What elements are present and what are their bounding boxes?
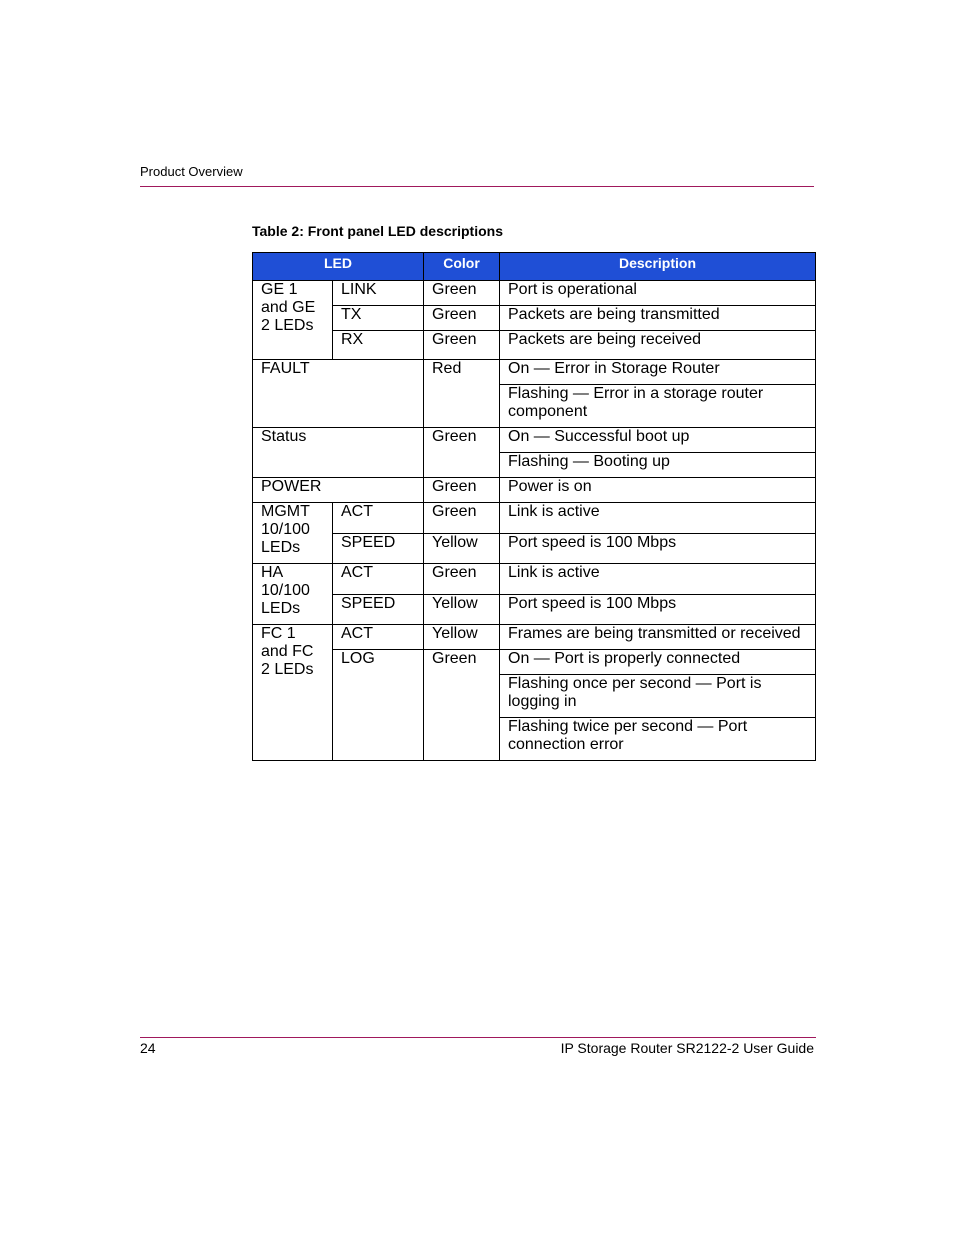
led-color: Green [424, 428, 500, 478]
table-row [253, 331, 816, 360]
led-name: ACT [333, 503, 424, 534]
group-ge: GE 1 and GE 2 LEDs [253, 281, 333, 360]
table-row [253, 533, 816, 564]
led-color: Green [424, 650, 500, 761]
led-name: ACT [333, 625, 424, 650]
table-row [253, 625, 816, 650]
led-name: SPEED [333, 533, 424, 564]
led-description-table [252, 252, 816, 761]
group-ha: HA 10/100 LEDs [253, 564, 333, 625]
header-color: Color [424, 253, 500, 281]
led-name: FAULT [253, 360, 424, 428]
led-description: Port speed is 100 Mbps [500, 533, 816, 564]
led-description: Flashing — Booting up [500, 453, 816, 478]
led-name: ACT [333, 564, 424, 595]
page-number: 24 [140, 1040, 156, 1056]
led-description: Link is active [500, 564, 816, 595]
table-row [253, 281, 816, 306]
led-name: LINK [333, 281, 424, 306]
led-description: Link is active [500, 503, 816, 534]
header-rule [140, 186, 814, 187]
led-name: LOG [333, 650, 424, 761]
table-row [253, 503, 816, 534]
led-name: Status [253, 428, 424, 478]
led-description: Power is on [500, 478, 816, 503]
led-color: Green [424, 503, 500, 534]
table-row [253, 650, 816, 675]
led-description: On — Port is properly connected [500, 650, 816, 675]
led-color: Green [424, 306, 500, 331]
table-row [253, 306, 816, 331]
footer-rule [140, 1037, 816, 1038]
led-color: Yellow [424, 533, 500, 564]
led-color: Yellow [424, 625, 500, 650]
led-description: Frames are being transmitted or received [500, 625, 816, 650]
table-row [253, 564, 816, 595]
led-description: Port speed is 100 Mbps [500, 594, 816, 625]
header-description: Description [500, 253, 816, 281]
led-name: RX [333, 331, 424, 360]
table-row [253, 594, 816, 625]
led-color: Green [424, 478, 500, 503]
header-led: LED [253, 253, 424, 281]
led-description: On — Successful boot up [500, 428, 816, 453]
led-name: POWER [253, 478, 424, 503]
group-mgmt: MGMT 10/100 LEDs [253, 503, 333, 564]
led-description: Packets are being received [500, 331, 816, 360]
led-description: Flashing — Error in a storage router component [500, 385, 816, 428]
led-color: Red [424, 360, 500, 428]
led-name: TX [333, 306, 424, 331]
table-caption: Table 2: Front panel LED descriptions [252, 223, 503, 239]
led-color: Green [424, 331, 500, 360]
led-color: Yellow [424, 594, 500, 625]
group-fc: FC 1 and FC 2 LEDs [253, 625, 333, 761]
table-row [253, 360, 816, 385]
table-header-row [253, 253, 816, 281]
led-description: Flashing once per second — Port is logging in [500, 675, 816, 718]
led-color: Green [424, 281, 500, 306]
table-row [253, 428, 816, 453]
led-description: On — Error in Storage Router [500, 360, 816, 385]
footer-doc-title: IP Storage Router SR2122-2 User Guide [560, 1040, 814, 1056]
led-description: Port is operational [500, 281, 816, 306]
led-name: SPEED [333, 594, 424, 625]
led-color: Green [424, 564, 500, 595]
table-row [253, 478, 816, 503]
running-header: Product Overview [140, 164, 243, 179]
led-description: Flashing twice per second — Port connection error [500, 718, 816, 761]
led-description: Packets are being transmitted [500, 306, 816, 331]
